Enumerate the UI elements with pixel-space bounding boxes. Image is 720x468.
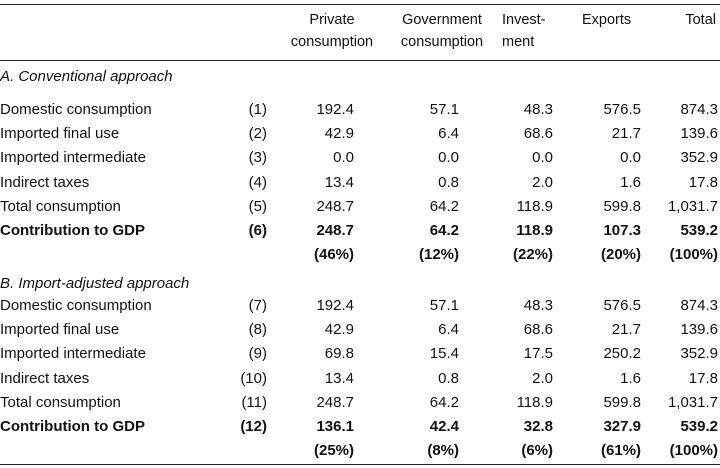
table-row [0, 342, 720, 366]
cell-government-consumption: 42.4 [429, 418, 459, 435]
cell-exports: 107.3 [603, 222, 641, 239]
table-row [0, 146, 720, 170]
cell-private-consumption: (46%) [313, 246, 354, 264]
col-header-line: Invest- [502, 12, 546, 28]
cell-total: 139.6 [680, 125, 718, 143]
cell-private-consumption: 13.4 [324, 369, 354, 387]
cell-government-consumption: 64.2 [429, 222, 459, 239]
col-header-line: consumption [290, 34, 374, 50]
cell-investment: 17.5 [523, 345, 553, 363]
row-number: (9) [248, 345, 267, 363]
top-rule [0, 4, 720, 5]
table-row [0, 122, 720, 146]
row-label: Imported final use [0, 321, 120, 339]
col-header-investment [502, 9, 558, 53]
cell-exports: 1.6 [620, 173, 641, 191]
row-label: Imported intermediate [0, 149, 146, 167]
row-label: Indirect taxes [0, 369, 90, 387]
row-number: (10) [240, 369, 267, 387]
table-row [0, 98, 720, 122]
row-number: (8) [248, 321, 267, 339]
cell-total: 539.2 [680, 222, 718, 239]
cell-exports: 599.8 [603, 197, 641, 215]
cell-private-consumption: 192.4 [316, 297, 354, 314]
cell-exports: (61%) [600, 442, 641, 460]
cell-exports: 250.2 [603, 345, 641, 363]
cell-investment: 48.3 [523, 297, 553, 314]
cell-total: 17.8 [688, 369, 718, 387]
cell-investment: 2.0 [532, 369, 553, 387]
cell-private-consumption: 248.7 [316, 197, 354, 215]
cell-investment: 2.0 [532, 173, 553, 191]
row-label: Total consumption [0, 197, 121, 215]
row-number: (5) [248, 197, 267, 215]
cell-total: 539.2 [680, 418, 718, 435]
cell-total: 1,031.7 [667, 197, 718, 215]
cell-total: (100%) [669, 246, 718, 264]
cell-government-consumption: 15.4 [429, 345, 459, 363]
row-label: Imported intermediate [0, 345, 146, 363]
cell-total: 352.9 [680, 345, 718, 363]
row-label: Contribution to GDP [0, 222, 145, 239]
cell-private-consumption: 42.9 [324, 321, 354, 339]
cell-investment: 32.8 [523, 418, 553, 435]
cell-investment: 68.6 [523, 125, 553, 143]
cell-private-consumption: 192.4 [316, 101, 354, 118]
cell-investment: 68.6 [523, 321, 553, 339]
row-number: (6) [248, 222, 267, 239]
cell-private-consumption: 248.7 [316, 393, 354, 411]
table-row [0, 243, 720, 267]
table-row [0, 415, 720, 439]
col-header-line: Government [402, 12, 482, 28]
row-label: Domestic consumption [0, 101, 152, 118]
cell-private-consumption: 0.0 [333, 149, 354, 167]
cell-private-consumption: 42.9 [324, 125, 354, 143]
cell-private-consumption: 69.8 [324, 345, 354, 363]
row-label: Domestic consumption [0, 297, 152, 314]
cell-exports: 327.9 [603, 418, 641, 435]
row-number: (2) [248, 125, 267, 143]
cell-investment: 118.9 [516, 393, 553, 411]
cell-investment: (22%) [512, 246, 553, 264]
header-rule [0, 60, 720, 61]
cell-government-consumption: 57.1 [429, 101, 459, 118]
cell-investment: 118.9 [516, 197, 553, 215]
row-label: Contribution to GDP [0, 418, 145, 435]
row-number: (4) [248, 173, 267, 191]
cell-exports: 599.8 [603, 393, 641, 411]
row-number: (1) [248, 101, 267, 118]
cell-investment: 118.9 [516, 222, 553, 239]
cell-exports: 21.7 [611, 125, 641, 143]
col-header-line: consumption [400, 34, 484, 50]
col-header-government-consumption [392, 9, 492, 53]
cell-government-consumption: 6.4 [438, 125, 459, 143]
cell-total: 352.9 [680, 149, 718, 167]
cell-government-consumption: (12%) [418, 246, 459, 264]
cell-total: 874.3 [680, 297, 718, 314]
cell-private-consumption: 13.4 [324, 173, 354, 191]
cell-private-consumption: 136.1 [316, 418, 354, 435]
row-label: Total consumption [0, 393, 121, 411]
cell-government-consumption: 6.4 [438, 321, 459, 339]
section-title-conventional: A. Conventional approach [0, 68, 173, 85]
cell-private-consumption: 248.7 [316, 222, 354, 239]
table-row [0, 195, 720, 219]
col-header-total [660, 9, 716, 31]
cell-total: 139.6 [680, 321, 718, 339]
cell-government-consumption: 64.2 [429, 197, 459, 215]
cell-exports: (20%) [600, 246, 641, 264]
table-row [0, 318, 720, 342]
cell-government-consumption: 57.1 [429, 297, 459, 314]
row-label: Indirect taxes [0, 173, 90, 191]
table-row [0, 171, 720, 195]
bottom-rule [0, 464, 720, 465]
col-header-line: ment [502, 34, 535, 50]
row-number: (3) [248, 149, 267, 167]
cell-investment: 48.3 [523, 101, 553, 118]
cell-exports: 0.0 [620, 149, 641, 167]
cell-government-consumption: 64.2 [429, 393, 459, 411]
cell-government-consumption: 0.0 [438, 149, 459, 167]
col-header-private-consumption [283, 9, 381, 53]
cell-total: 1,031.7 [667, 393, 718, 411]
section-title-import-adjusted: B. Import-adjusted approach [0, 275, 190, 292]
col-header-exports [582, 9, 646, 31]
row-number: (12) [240, 418, 267, 435]
cell-government-consumption: (8%) [427, 442, 459, 460]
cell-total: (100%) [669, 442, 718, 460]
cell-government-consumption: 0.8 [438, 173, 459, 191]
cell-exports: 1.6 [620, 369, 641, 387]
col-header-line: Total [685, 12, 716, 28]
table-row [0, 439, 720, 463]
cell-investment: 0.0 [532, 149, 553, 167]
col-header-line: Exports [582, 12, 632, 28]
table-row [0, 294, 720, 318]
cell-total: 17.8 [688, 173, 718, 191]
table-row [0, 391, 720, 415]
row-label: Imported final use [0, 125, 120, 143]
cell-exports: 576.5 [603, 101, 641, 118]
cell-total: 874.3 [680, 101, 718, 118]
table-row [0, 367, 720, 391]
cell-exports: 21.7 [611, 321, 641, 339]
col-header-line: Private [309, 12, 355, 28]
cell-exports: 576.5 [603, 297, 641, 314]
cell-investment: (6%) [521, 442, 553, 460]
cell-private-consumption: (25%) [313, 442, 354, 460]
cell-government-consumption: 0.8 [438, 369, 459, 387]
row-number: (11) [241, 393, 267, 411]
table-row [0, 219, 720, 243]
row-number: (7) [248, 297, 267, 314]
